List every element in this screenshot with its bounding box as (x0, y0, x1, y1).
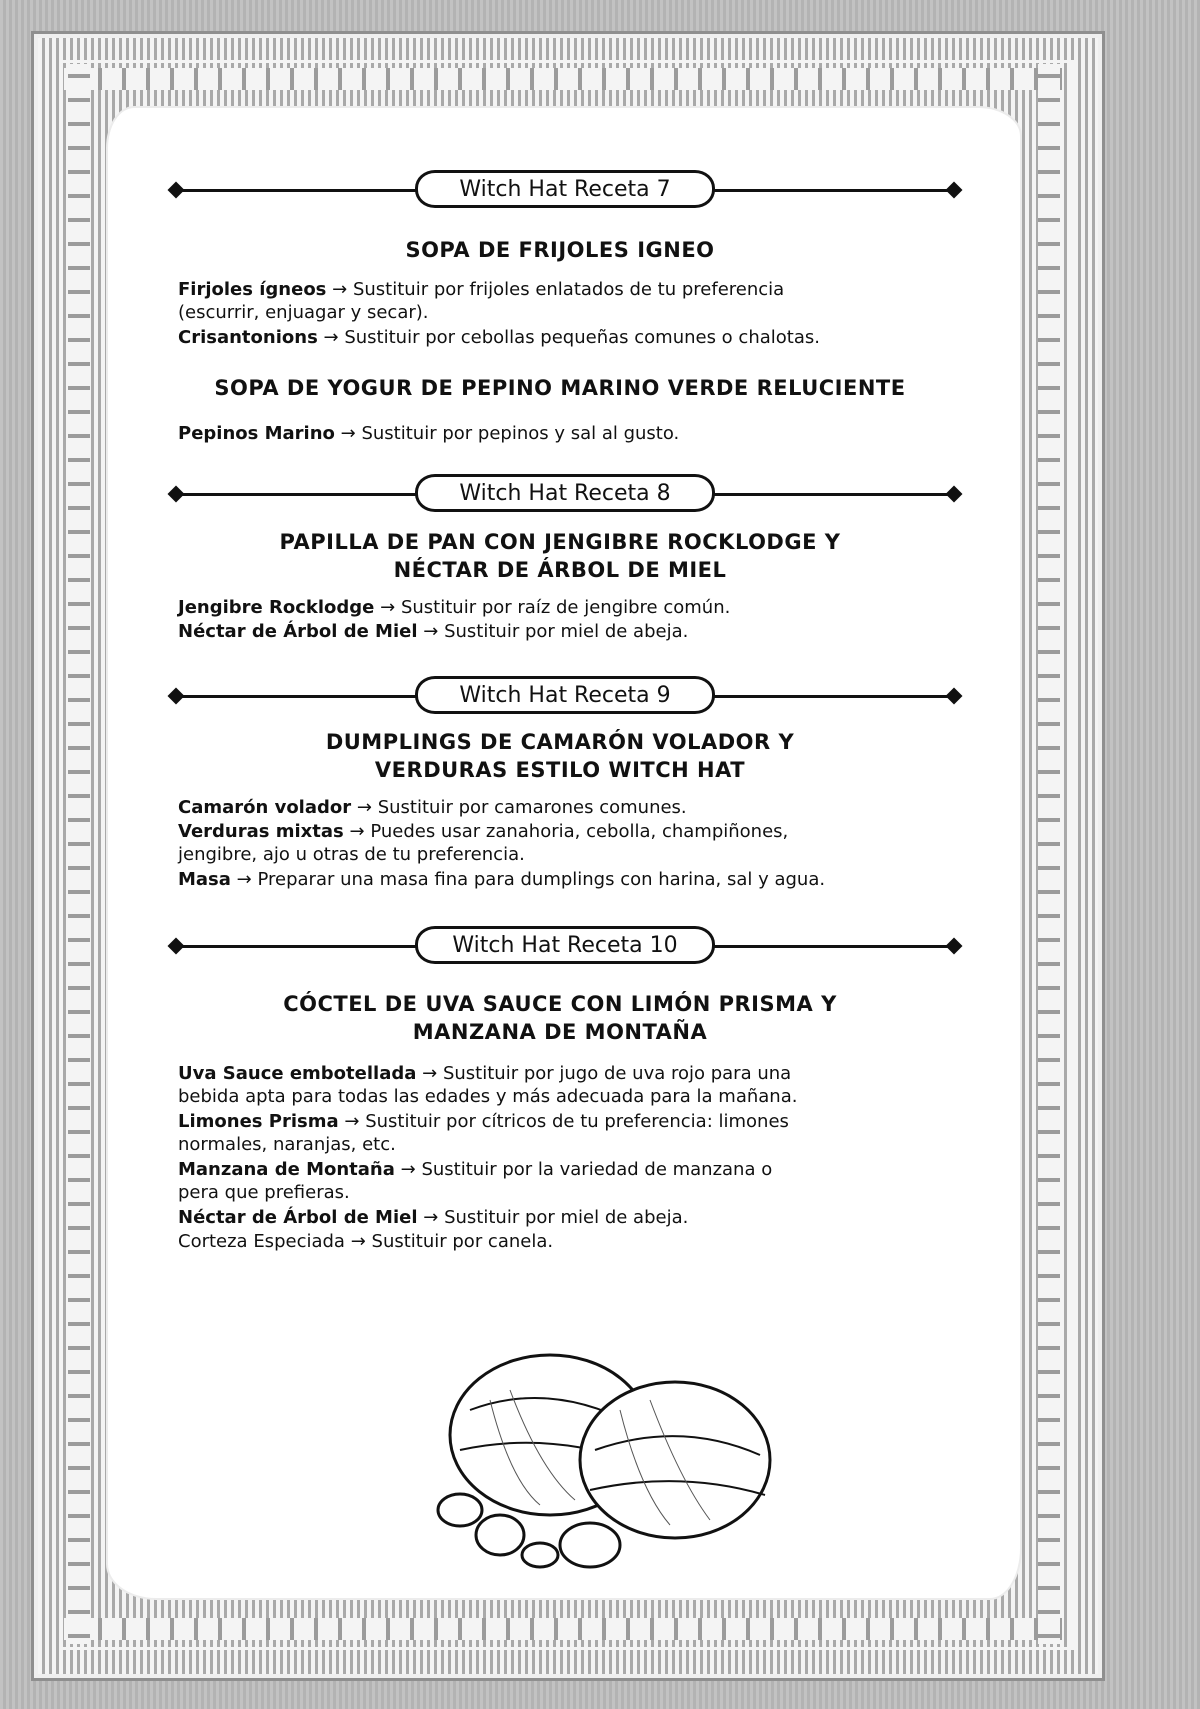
mushroom-cap-3 (560, 1523, 620, 1567)
ingredient-name: Camarón volador (178, 797, 352, 818)
ingredient-substitute: Puedes usar zanahoria, cebolla, champiñones, (370, 821, 789, 842)
arrow-glyph: → (332, 279, 348, 300)
ingredient-substitute: Sustituir por la variedad de manzana o (421, 1159, 773, 1180)
ingredient-name: Néctar de Árbol de Miel (178, 1207, 418, 1228)
recipe-header-9 (170, 676, 960, 716)
arrow-glyph: → (380, 597, 396, 618)
ingredient-item (178, 868, 978, 891)
header-rule-left (178, 945, 418, 948)
recipe-title-line2: VERDURAS ESTILO WITCH HAT (374, 758, 746, 782)
mushroom-cap-2 (476, 1515, 524, 1555)
ingredient-name: Uva Sauce embotellada (178, 1063, 417, 1084)
ingredient-item (178, 596, 978, 619)
header-diamond-right (946, 938, 963, 955)
ingredient-name: Corteza Especiada (178, 1231, 345, 1252)
header-rule-right (712, 945, 952, 948)
ingredient-substitute-cont: jengibre, ajo u otras de tu preferencia. (178, 844, 525, 865)
header-diamond-right (946, 486, 963, 503)
ingredient-substitute: Sustituir por cebollas pequeñas comunes o chalotas. (344, 327, 820, 348)
header-diamond-right (946, 688, 963, 705)
arrow-glyph: → (423, 621, 439, 642)
header-label: Witch Hat Receta 8 (415, 474, 715, 512)
ingredient-name: Verduras mixtas (178, 821, 344, 842)
header-rule-right (712, 695, 952, 698)
frame-pattern-top (64, 68, 1064, 90)
arrow-glyph: → (350, 1231, 366, 1252)
header-rule-left (178, 493, 418, 496)
recipe-title-line2: MANZANA DE MONTAÑA (412, 1020, 708, 1044)
arrow-glyph: → (356, 797, 372, 818)
frame-pattern-right (1038, 64, 1060, 1644)
recipe-title-line2: NÉCTAR DE ÁRBOL DE MIEL (393, 558, 727, 582)
ingredient-name: Masa (178, 869, 231, 890)
frame-pattern-bottom (64, 1618, 1064, 1640)
recipe-title: SOPA DE FRIJOLES IGNEO (405, 238, 715, 262)
recipe-header-7 (170, 170, 960, 210)
fruit-and-mushroom-illustration (400, 1340, 820, 1570)
ingredient-name: Limones Prisma (178, 1111, 339, 1132)
arrow-glyph: → (323, 327, 339, 348)
ingredient-item (178, 820, 978, 866)
ingredient-substitute: Sustituir por canela. (371, 1231, 554, 1252)
ingredient-item (178, 278, 978, 324)
recipe-title-line1: PAPILLA DE PAN CON JENGIBRE ROCKLODGE Y (279, 530, 841, 554)
recipe-title-line1: DUMPLINGS DE CAMARÓN VOLADOR Y (325, 730, 795, 754)
ingredient-item (178, 1206, 978, 1229)
header-label: Witch Hat Receta 7 (415, 170, 715, 208)
ingredient-substitute: Sustituir por frijoles enlatados de tu preferencia (352, 279, 785, 300)
recipe-title (120, 990, 1000, 1046)
header-rule-right (712, 493, 952, 496)
ingredient-name: Manzana de Montaña (178, 1159, 395, 1180)
ingredient-item (178, 1062, 978, 1108)
recipe-title (120, 528, 1000, 584)
ingredient-name: Jengibre Rocklodge (178, 597, 375, 618)
recipe-header-8 (170, 474, 960, 514)
mushroom-cap-4 (522, 1543, 558, 1567)
recipe-title-line1: CÓCTEL DE UVA SAUCE CON LIMÓN PRISMA Y (283, 992, 837, 1016)
header-label: Witch Hat Receta 9 (415, 676, 715, 714)
arrow-glyph: → (400, 1159, 416, 1180)
ingredient-substitute: Sustituir por miel de abeja. (444, 1207, 689, 1228)
ingredient-item (178, 620, 978, 643)
ingredient-item (178, 1230, 978, 1253)
ingredient-item (178, 1110, 978, 1156)
ingredient-substitute: Sustituir por jugo de uva rojo para una (442, 1063, 792, 1084)
ingredient-item (178, 1158, 978, 1204)
ingredient-name: Firjoles ígneos (178, 279, 327, 300)
ingredient-substitute-cont: pera que prefieras. (178, 1182, 350, 1203)
ingredient-name: Néctar de Árbol de Miel (178, 621, 418, 642)
header-diamond-right (946, 182, 963, 199)
ingredient-substitute: Sustituir por miel de abeja. (444, 621, 689, 642)
header-rule-right (712, 189, 952, 192)
header-rule-left (178, 695, 418, 698)
frame-pattern-left (68, 64, 90, 1644)
ingredient-item (178, 326, 978, 349)
recipe-title (120, 728, 1000, 784)
ingredient-substitute-cont: normales, naranjas, etc. (178, 1134, 396, 1155)
arrow-glyph: → (423, 1207, 439, 1228)
ingredient-substitute: Sustituir por camarones comunes. (377, 797, 687, 818)
ingredient-substitute-cont: bebida apta para todas las edades y más adecuada para la mañana. (178, 1086, 798, 1107)
recipe-header-10 (170, 926, 960, 966)
arrow-glyph: → (340, 423, 356, 444)
arrow-glyph: → (422, 1063, 438, 1084)
mushroom-cap-1 (438, 1494, 482, 1526)
ingredient-substitute: Sustituir por cítricos de tu preferencia: limones (365, 1111, 789, 1132)
header-rule-left (178, 189, 418, 192)
ingredient-item (178, 422, 978, 445)
arrow-glyph: → (349, 821, 365, 842)
recipe-title: SOPA DE YOGUR DE PEPINO MARINO VERDE RELUCIENTE (214, 376, 906, 400)
header-label: Witch Hat Receta 10 (415, 926, 715, 964)
ingredient-substitute: Sustituir por raíz de jengibre común. (400, 597, 731, 618)
ingredient-name: Crisantonions (178, 327, 318, 348)
arrow-glyph: → (344, 1111, 360, 1132)
ingredient-substitute-cont: (escurrir, enjuagar y secar). (178, 302, 429, 323)
ingredient-substitute: Preparar una masa fina para dumplings con harina, sal y agua. (257, 869, 826, 890)
ingredient-item (178, 796, 978, 819)
arrow-glyph: → (236, 869, 252, 890)
ingredient-name: Pepinos Marino (178, 423, 335, 444)
ingredient-substitute: Sustituir por pepinos y sal al gusto. (361, 423, 680, 444)
